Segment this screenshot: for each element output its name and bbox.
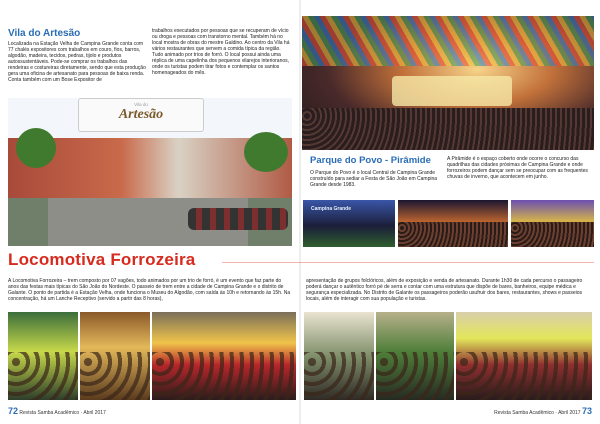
locomotiva-title: Locomotiva Forrozeira bbox=[8, 250, 196, 269]
crowd bbox=[80, 352, 150, 400]
crowd bbox=[456, 352, 592, 400]
photo-sign-text: Campina Grande bbox=[311, 206, 352, 212]
crowd bbox=[304, 352, 374, 400]
crowd bbox=[152, 352, 296, 400]
tree bbox=[16, 128, 56, 168]
crowd bbox=[302, 108, 594, 150]
piramide-photo-3 bbox=[511, 200, 594, 247]
crowd bbox=[8, 352, 78, 400]
artesao-signboard bbox=[78, 98, 204, 132]
vila-text-col1: Localizada na Estação Velha de Campina Grande conta com 77 chalés expositores com trabalhos em couro, fios, barros, algodão, madeira, tecidos, pedras, tijolo e produtos autossustentáveis. Pode-se comprar os trabalhos das rendeiras e costureiras diretamente, sendo que esta produção gera uma oficina de artesanato para pessoas de baixa renda. Conta também com um Bose Expositor de bbox=[8, 41, 146, 83]
crowd bbox=[376, 352, 454, 400]
train-photo-1 bbox=[8, 312, 78, 400]
piramide-photo-2 bbox=[398, 200, 508, 247]
footer-left-text: Revista Samba Acadêmico · Abril 2017 bbox=[19, 410, 106, 416]
title-rule bbox=[222, 262, 594, 263]
page-number-right: 73 bbox=[581, 406, 592, 416]
parque-text-col1: O Parque do Povo é o local Central de Campina Grande construído para sediar a Festa de São João em Campina Grande desde 1983. bbox=[310, 170, 438, 188]
footer-right-text: Revista Samba Acadêmico · Abril 2017 bbox=[494, 410, 581, 416]
parque-text-col2: A Pirâmide é o espaço coberto onde ocorre o concurso das quadrilhas das cidades próximas de Campina Grande e onde forrozeiros podem dançar sem se preocupar com as frequentes chuvas de inverno, que acontecem em junho. bbox=[447, 156, 588, 180]
piramide-photo-1 bbox=[303, 200, 395, 247]
stage-lights bbox=[392, 76, 512, 106]
train-photo-6 bbox=[456, 312, 592, 400]
sign-small-text: Vila do bbox=[134, 102, 148, 107]
parked-motorbikes bbox=[188, 208, 288, 230]
train-photo-2 bbox=[80, 312, 150, 400]
bunting-flags bbox=[302, 16, 594, 66]
train-photo-3 bbox=[152, 312, 296, 400]
vila-title: Vila do Artesão bbox=[8, 28, 81, 39]
sign-main-text: Artesão bbox=[118, 107, 164, 122]
crowd bbox=[511, 222, 594, 247]
page-footer-right bbox=[494, 406, 592, 416]
train-photo-4 bbox=[304, 312, 374, 400]
page-gutter bbox=[299, 0, 301, 424]
page-footer-left bbox=[8, 406, 106, 416]
parque-title: Parque do Povo - Pirâmide bbox=[310, 155, 431, 166]
parque-festival-photo bbox=[302, 16, 594, 150]
page-number-left: 72 bbox=[8, 406, 19, 416]
crowd bbox=[398, 222, 508, 247]
train-photo-5 bbox=[376, 312, 454, 400]
locomotiva-text-col2: apresentação de grupos folclóricos, além de exposição e venda de artesanato. Durante 1h30 de cada percurso o passageiro poderá dançar o autêntico forró pé de serra e contar com uma estrutura que dispõe de bares, banheiros, equipe médica e segurança especializada. No Distrito de Galante os passageiros poderão usufruir dos bares, restaurantes, shows e passeios locais, além de interagir com sua população e turistas. bbox=[306, 278, 583, 302]
vila-text-col2: trabalhos executados por pessoas que se recuperam de vício ou droga e pessoas com transtorno mental. Também há no local mostra de obras do mestre Galdino. Ao centro da Vila há vários restaurantes que servem a comida típica da região. Tudo animado por trios de forró. O local possui ainda uma réplica de uma capelinha dos pequenos vilarejos interioranos, onde os turistas podem tirar fotos e contemplar os santos homenageados do mês. bbox=[152, 28, 290, 76]
locomotiva-text-col1: A Locomotiva Forrozeira – trem composto por 07 vagões, todo animados por um trio de forró, é um evento que faz parte do anos das festas mais típicas do São João do Nordeste. O passeio de trem entre a cidade de Campina Grande e o distrito de Galante. O ponto de partida é a Estação Velha, onde funciona o Museu do Algodão, com saída às 10h e retornando às 15h. Na concentração, há um Lanche Receptivo (servido a partir das 8 horas), bbox=[8, 278, 291, 302]
vila-artesao-photo bbox=[8, 98, 292, 246]
tree bbox=[244, 132, 288, 172]
